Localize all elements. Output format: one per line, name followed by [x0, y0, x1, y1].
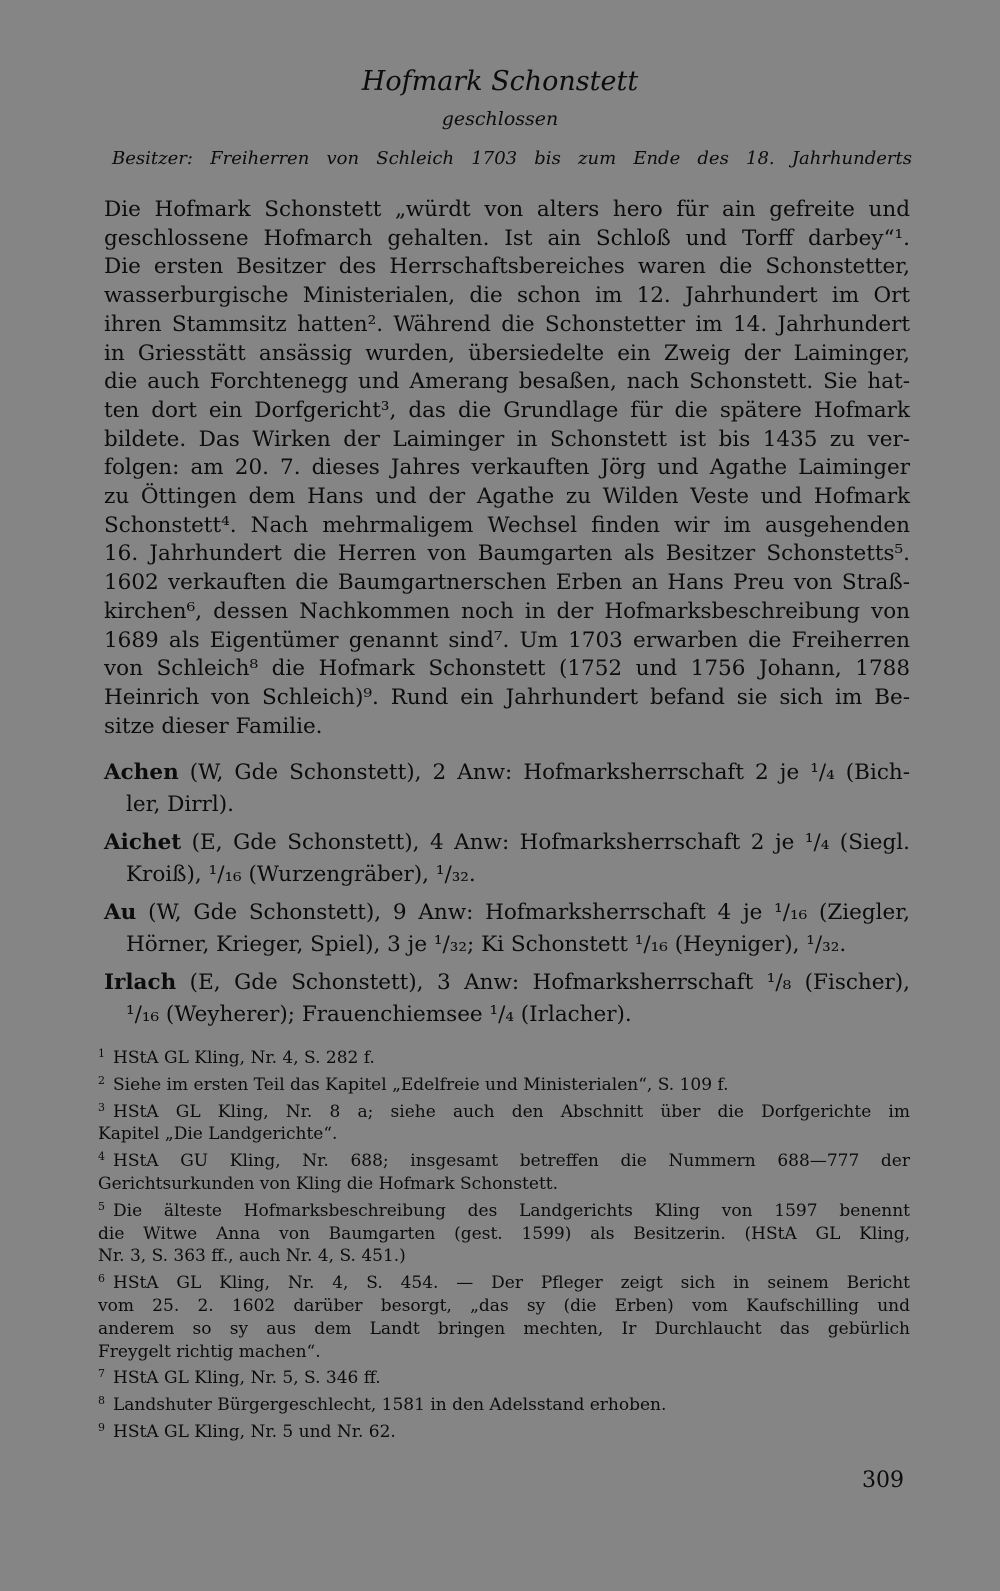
place-details: (E, Gde Schonstett), 3 Anw: Hofmarksherrschaft ¹/₈ (Fischer),: [176, 970, 910, 995]
place-entry-line: [104, 897, 910, 929]
intro-line: die auch Forchtenegg und Amerang besaßen, nach Schonstett. Sie hat-: [104, 369, 910, 395]
footnote-text: HStA GL Kling, Nr. 4, S. 454. — Der Pfleger zeigt sich in seinem Bericht: [113, 1273, 910, 1294]
footnote-line: [98, 1070, 910, 1097]
place-entry: [104, 827, 910, 891]
footnote-text: anderem so sy aus dem Landt bringen mechten, Ir Durchlaucht das gebürlich: [98, 1318, 910, 1339]
intro-paragraph: [104, 196, 910, 741]
footnote-number: 4: [98, 1150, 105, 1164]
footnote-number: 6: [98, 1272, 105, 1286]
intro-line: Die ersten Besitzer des Herrschaftsbereiches waren die Schonstetter,: [104, 254, 910, 280]
footnote-text: Die älteste Hofmarksbeschreibung des Landgerichts Kling von 1597 benennt: [113, 1200, 910, 1221]
intro-line: kirchen⁶, dessen Nachkommen noch in der Hofmarksbeschreibung von: [104, 598, 910, 624]
footnote-line: [98, 1268, 910, 1295]
intro-line: wasserburgische Ministerialen, die schon im 12. Jahrhundert im Ort: [104, 283, 910, 309]
footnote: [98, 1070, 910, 1097]
page-title: Hofmark Schonstett: [361, 66, 639, 97]
footnote-line: [98, 1123, 910, 1146]
intro-line: 1602 verkauften die Baumgartnerschen Erben an Hans Preu von Straß-: [104, 570, 910, 596]
footnote-line: [98, 1295, 910, 1318]
footnote-line: [98, 1146, 910, 1173]
place-details: (E, Gde Schonstett), 4 Anw: Hofmarksherrschaft 2 je ¹/₄ (Siegl.: [181, 830, 910, 855]
place-name: Aichet: [104, 830, 182, 855]
intro-line: 1689 als Eigentümer genannt sind⁷. Um 1703 erwarben die Freiherren: [104, 627, 910, 653]
footnote-text: Nr. 3, S. 363 ff., auch Nr. 4, S. 451.): [98, 1246, 406, 1267]
footnote-text: Gerichtsurkunden von Kling die Hofmark Schonstett.: [98, 1173, 559, 1194]
place-entry-line: [104, 757, 910, 789]
footnote-text: Siehe im ersten Teil das Kapitel „Edelfreie und Ministerialen“, S. 109 f.: [113, 1074, 729, 1095]
footnote: [98, 1097, 910, 1147]
footnote-number: 2: [98, 1073, 105, 1087]
intro-line: bildete. Das Wirken der Laiminger in Schonstett ist bis 1435 zu ver-: [104, 426, 910, 452]
place-details: (W, Gde Schonstett), 2 Anw: Hofmarksherrschaft 2 je ¹/₄ (Bich-: [178, 760, 910, 785]
place-entry-line: [104, 827, 910, 859]
footnote-text: HStA GL Kling, Nr. 5, S. 346 ff.: [113, 1368, 381, 1389]
footnote-text: HStA GL Kling, Nr. 5 und Nr. 62.: [113, 1421, 396, 1442]
place-entry: [104, 757, 910, 821]
place-entry-continuation: ¹/₁₆ (Weyherer); Frauenchiemsee ¹/₄ (Irlacher).: [126, 1002, 632, 1027]
intro-line: Heinrich von Schleich)⁹. Rund ein Jahrhundert befand sie sich im Be-: [104, 684, 910, 710]
intro-line: Die Hofmark Schonstett „würdt von alters hero für ain gefreite und: [104, 197, 910, 222]
footnote-text: die Witwe Anna von Baumgarten (gest. 1599) als Besitzerin. (HStA GL Kling,: [98, 1223, 910, 1244]
footnote-number: 3: [98, 1100, 105, 1114]
footnote-text: HStA GL Kling, Nr. 8 a; siehe auch den Abschnitt über die Dorfgerichte im: [113, 1101, 910, 1122]
footnote-text: Kapitel „Die Landgerichte“.: [98, 1124, 338, 1145]
footnotes: [98, 1043, 910, 1444]
footnote-line: [98, 1341, 910, 1364]
page-subtitle: geschlossen: [441, 108, 559, 130]
intro-line: 16. Jahrhundert die Herren von Baumgarten als Besitzer Schonstetts⁵.: [104, 541, 910, 567]
place-entry-continuation: Kroiß), ¹/₁₆ (Wurzengräber), ¹/₃₂.: [126, 862, 476, 887]
intro-line: zu Öttingen dem Hans und der Agathe zu Wilden Veste und Hofmark: [104, 484, 910, 510]
footnote: [98, 1268, 910, 1363]
footnote: [98, 1390, 910, 1417]
footnote: [98, 1417, 910, 1444]
footnote: [98, 1363, 910, 1390]
intro-line: ihren Stammsitz hatten². Während die Schonstetter im 14. Jahrhundert: [104, 311, 910, 337]
footnote-line: [98, 1097, 910, 1124]
footnote-number: 9: [98, 1420, 105, 1434]
footnote: [98, 1196, 910, 1268]
place-details: (W, Gde Schonstett), 9 Anw: Hofmarksherrschaft 4 je ¹/₁₆ (Ziegler,: [136, 900, 910, 925]
place-entry: [104, 967, 910, 1031]
footnote-number: 8: [98, 1394, 105, 1408]
footnote-number: 7: [98, 1367, 105, 1381]
footnote-line: [98, 1173, 910, 1196]
footnote-text: HStA GU Kling, Nr. 688; insgesamt betreffen die Nummern 688—777 der: [113, 1151, 910, 1172]
footnote-text: vom 25. 2. 1602 darüber besorgt, „das sy (die Erben) vom Kaufschilling und: [98, 1295, 910, 1316]
place-name: Au: [104, 900, 137, 925]
footnote-line: [98, 1417, 910, 1444]
place-entry-continuation: ler, Dirrl).: [126, 792, 234, 817]
footnote-text: HStA GL Kling, Nr. 4, S. 282 f.: [113, 1048, 375, 1068]
intro-line: von Schleich⁸ die Hofmark Schonstett (1752 und 1756 Johann, 1788: [104, 656, 910, 682]
footnote: [98, 1146, 910, 1196]
intro-line: sitze dieser Familie.: [104, 713, 323, 739]
footnote-line: [98, 1390, 910, 1417]
footnote-line: [98, 1245, 910, 1268]
footnote: [98, 1043, 910, 1070]
footnote-line: [98, 1223, 910, 1246]
footnote-text: Freygelt richtig machen“.: [98, 1341, 321, 1362]
place-entry: [104, 897, 910, 961]
footnote-text: Landshuter Bürgergeschlecht, 1581 in den Adelsstand erhoben.: [113, 1395, 667, 1416]
intro-line: geschlossene Hofmarch gehalten. Ist ain Schloß und Torff darbey“¹.: [104, 225, 910, 251]
footnote-number: 1: [98, 1047, 105, 1060]
owner-line: Besitzer: Freiherren von Schleich 1703 bis zum Ende des 18. Jahrhunderts: [112, 148, 912, 169]
intro-line: folgen: am 20. 7. dieses Jahres verkauften Jörg und Agathe Laiminger: [104, 455, 910, 481]
place-entry-line: [104, 967, 910, 999]
footnote-number: 5: [98, 1199, 105, 1213]
place-name: Irlach: [104, 970, 177, 995]
intro-line: ten dort ein Dorfgericht³, das die Grundlage für die spätere Hofmark: [104, 397, 910, 423]
intro-line: in Griesstätt ansässig wurden, übersiedelte ein Zweig der Laiminger,: [104, 340, 910, 366]
intro-line: Schonstett⁴. Nach mehrmaligem Wechsel finden wir im ausgehenden: [104, 512, 910, 538]
place-entry-continuation: Hörner, Krieger, Spiel), 3 je ¹/₃₂; Ki Schonstett ¹/₁₆ (Heyniger), ¹/₃₂.: [126, 932, 847, 957]
footnote-line: [98, 1196, 910, 1223]
footnote-line: [98, 1318, 910, 1341]
place-list: [104, 757, 910, 1037]
footnote-line: [98, 1363, 910, 1390]
page-number: 309: [862, 1468, 904, 1493]
footnote-line: [98, 1043, 910, 1070]
place-name: Achen: [104, 760, 179, 785]
